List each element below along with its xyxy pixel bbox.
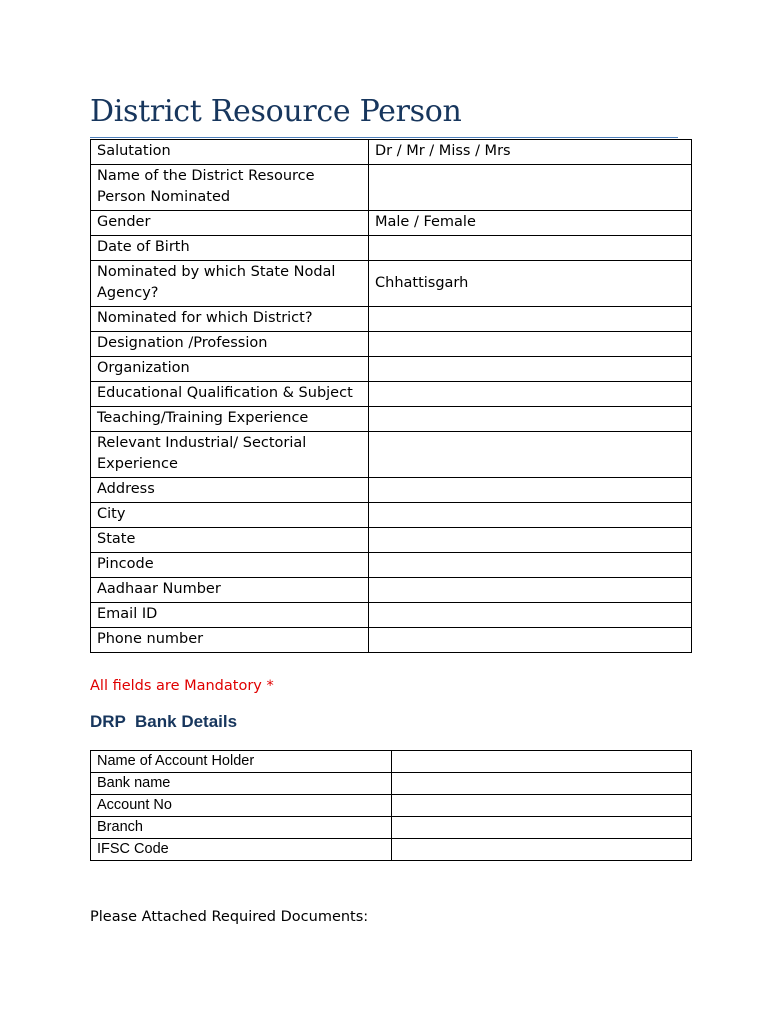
field-value-bank-name[interactable] <box>392 773 692 795</box>
field-value-district[interactable] <box>369 307 692 332</box>
field-value-address[interactable] <box>369 478 692 503</box>
table-row <box>91 751 692 773</box>
table-row <box>91 307 692 332</box>
table-row <box>91 478 692 503</box>
field-value-phone[interactable] <box>369 628 692 653</box>
table-row <box>91 382 692 407</box>
mandatory-note: All fields are Mandatory * <box>90 678 274 694</box>
field-label: Email ID <box>91 603 369 628</box>
field-value-state[interactable] <box>369 528 692 553</box>
field-value-branch[interactable] <box>392 817 692 839</box>
field-label: Date of Birth <box>91 236 369 261</box>
field-label: IFSC Code <box>91 839 392 861</box>
field-label: Nominated for which District? <box>91 307 369 332</box>
field-label: Organization <box>91 357 369 382</box>
table-row <box>91 140 692 165</box>
field-value-account-holder[interactable] <box>392 751 692 773</box>
table-row <box>91 211 692 236</box>
field-label: Relevant Industrial/ Sectorial Experience <box>91 432 369 478</box>
table-row <box>91 795 692 817</box>
field-value-name[interactable] <box>369 165 692 211</box>
table-row <box>91 773 692 795</box>
field-label: Bank name <box>91 773 392 795</box>
table-row <box>91 261 692 307</box>
field-value-ifsc[interactable] <box>392 839 692 861</box>
field-label: Address <box>91 478 369 503</box>
field-label: City <box>91 503 369 528</box>
table-row <box>91 357 692 382</box>
field-value-gender[interactable]: Male / Female <box>369 211 692 236</box>
field-label: Aadhaar Number <box>91 578 369 603</box>
field-value-city[interactable] <box>369 503 692 528</box>
field-label: State <box>91 528 369 553</box>
bank-details-table <box>90 750 692 861</box>
field-value-aadhaar[interactable] <box>369 578 692 603</box>
drp-form-table <box>90 139 692 653</box>
field-value-dob[interactable] <box>369 236 692 261</box>
field-value-designation[interactable] <box>369 332 692 357</box>
bank-details-heading: DRP Bank Details <box>90 712 238 731</box>
field-label: Teaching/Training Experience <box>91 407 369 432</box>
field-label: Educational Qualification & Subject <box>91 382 369 407</box>
field-value-qualification[interactable] <box>369 382 692 407</box>
table-row <box>91 578 692 603</box>
table-row <box>91 817 692 839</box>
table-row <box>91 603 692 628</box>
field-label: Nominated by which State Nodal Agency? <box>91 261 369 307</box>
field-label: Phone number <box>91 628 369 653</box>
field-label: Designation /Profession <box>91 332 369 357</box>
field-value-account-no[interactable] <box>392 795 692 817</box>
table-row <box>91 528 692 553</box>
field-label: Name of Account Holder <box>91 751 392 773</box>
table-row <box>91 332 692 357</box>
field-value-industrial-experience[interactable] <box>369 432 692 478</box>
table-row <box>91 839 692 861</box>
field-label: Branch <box>91 817 392 839</box>
table-row <box>91 165 692 211</box>
field-label: Name of the District Resource Person Nominated <box>91 165 369 211</box>
table-row <box>91 503 692 528</box>
table-row <box>91 628 692 653</box>
field-label: Pincode <box>91 553 369 578</box>
table-row <box>91 553 692 578</box>
field-label: Salutation <box>91 140 369 165</box>
field-value-organization[interactable] <box>369 357 692 382</box>
table-row <box>91 236 692 261</box>
title-underline <box>90 137 678 138</box>
field-value-nodal-agency[interactable]: Chhattisgarh <box>369 261 692 307</box>
field-label: Account No <box>91 795 392 817</box>
field-value-salutation[interactable]: Dr / Mr / Miss / Mrs <box>369 140 692 165</box>
field-label: Gender <box>91 211 369 236</box>
table-row <box>91 432 692 478</box>
documents-note: Please Attached Required Documents: <box>90 909 369 925</box>
field-value-pincode[interactable] <box>369 553 692 578</box>
field-value-email[interactable] <box>369 603 692 628</box>
table-row <box>91 407 692 432</box>
field-value-teaching-experience[interactable] <box>369 407 692 432</box>
page-title: District Resource Person <box>90 94 462 129</box>
